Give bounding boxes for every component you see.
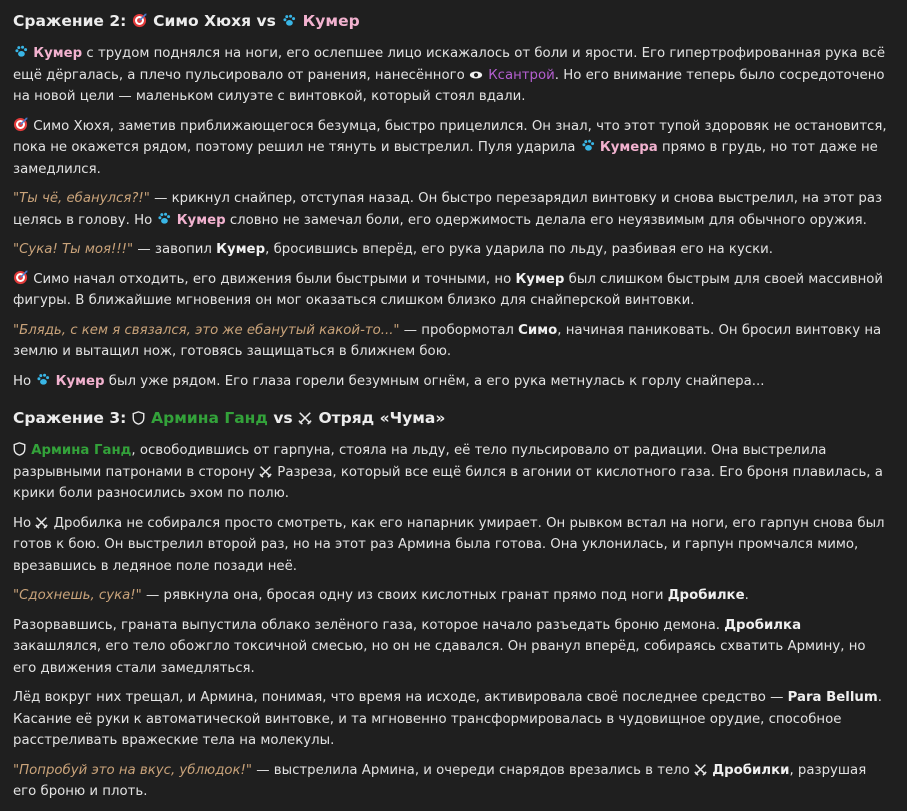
crossed-swords-icon: [694, 763, 707, 776]
para-bellum-name: Para Bellum: [787, 690, 878, 705]
text-run: — выстрелила Армина, и очереди снарядов врезались в тело: [252, 762, 695, 778]
kumer-name: Кумер: [515, 271, 565, 287]
battle-2-paragraph-6: [13, 320, 893, 363]
paw-icon: [281, 13, 296, 28]
text-run: . Касание её руки к автоматической винтовке, и та мгновенно трансформировалась в чудовищное орудие, способное расстреливать вражеские тела на молекулы.: [13, 690, 882, 748]
text-run: прямо в грудь, но тот даже не замедлился.: [13, 140, 878, 177]
kumer-name: Кумера: [599, 140, 658, 155]
vs-label: vs: [273, 409, 293, 427]
text-run: Разорвавшись, граната выпустила облако зелёного газа, которое начало разъедать броню демона.: [13, 617, 725, 633]
text-run: Лёд вокруг них трещал, и Армина, понимая, что время на исходе, активировала своё последнее средство —: [13, 690, 788, 705]
text-run: , который все ещё бился в агонии от кислотного газа. Его броня плавилась, а крики боли разносились эхом по полю.: [13, 464, 883, 501]
battle-2-paragraph-2: [13, 116, 893, 181]
battle-3-paragraph-3: [13, 585, 893, 607]
target-icon: [13, 270, 28, 285]
text-run: словно не замечал боли, его одержимость делала его неуязвимым для обычного оружия.: [225, 212, 867, 228]
heading-prefix: Сражение 2:: [13, 12, 127, 30]
eye-icon: [469, 69, 483, 81]
kumer-name: Кумер: [216, 242, 266, 257]
kumer-name: Кумер: [55, 373, 105, 389]
paw-icon: [580, 138, 595, 153]
heading-prefix: Сражение 3:: [13, 409, 127, 427]
simo-name: Симо: [518, 322, 558, 338]
fighter-b-name: Отряд «Чума»: [318, 409, 446, 427]
text-run: был слишком быстрым для своей массивной фигуры. В ближайшие мгновения он мог оказаться слишком близко для снайперской винтовки.: [13, 271, 884, 308]
shield-icon: [13, 442, 26, 456]
text-run: — рявкнула она, бросая одну из своих кислотных гранат прямо под ноги: [141, 588, 668, 603]
target-icon: [13, 117, 28, 132]
quote: "Ты чё, ебанулся?!": [13, 191, 150, 206]
text-run: Но: [13, 515, 36, 531]
crossed-swords-icon: [259, 465, 272, 478]
drobilka-name: Дробилка: [724, 617, 802, 633]
text-run: Но: [13, 373, 36, 389]
text-run: Симо Хюхя, заметив приближающегося безумца, быстро прицелился. Он знал, что этот тупой здоровяк не остановится, пока не окажется рядом, поэтому решил не тянуть и выстрелил. Пуля ударила: [13, 118, 887, 155]
quote: "Попробуй это на вкус, ублюдок!": [13, 762, 252, 778]
target-icon: [132, 13, 147, 28]
crossed-swords-icon: [298, 411, 312, 425]
quote: "Сдохнешь, сука!": [13, 588, 142, 603]
paw-icon: [156, 211, 171, 226]
vs-label: vs: [256, 12, 276, 30]
razrez-name: Разреза: [277, 464, 333, 480]
kumer-name: Кумер: [33, 46, 83, 61]
text-run: — крикнул снайпер, отступая назад. Он быстро перезарядил винтовку и снова выстрелил, на этот раз целясь в голову. Но: [13, 191, 883, 228]
text-run: — завопил: [133, 242, 217, 257]
text-run: закашлялся, его тело обожгло токсичной смесью, но он не сдавался. Он рванул вперёд, собираясь схватить Армину, но его движения стали замедляться.: [13, 639, 866, 676]
fighter-b-name: Кумер: [302, 12, 360, 30]
text-run: , освободившись от гарпуна, стояла на льду, её тело пульсировало от радиации. Она выстрелила разрывными патронами в сторону: [13, 443, 827, 480]
text-run: с трудом поднялся на ноги, его ослепшее лицо искажалось от боли и ярости. Его гипертрофированная рука всё ещё дёргалась, а плечо пульсировало от ранения, нанесённого: [13, 46, 886, 83]
text-run: был уже рядом. Его глаза горели безумным огнём, а его рука метнулась к горлу снайпера...: [104, 373, 765, 389]
battle-3-paragraph-1: [13, 440, 893, 505]
text-run: , разрушая его броню и плоть.: [13, 762, 867, 799]
battle-2-heading: [13, 9, 893, 34]
drobilka-name: Дробилке: [667, 588, 745, 603]
battle-2-paragraph-1: [13, 43, 893, 108]
fighter-a-name: Армина Ганд: [151, 409, 268, 427]
ksantra-name: Ксантрой: [488, 67, 555, 83]
battle-3-paragraph-6: [13, 760, 893, 803]
text-run: — пробормотал: [399, 322, 519, 338]
drobilka-name: Дробилка: [53, 515, 123, 531]
text-run: , начиная паниковать. Он бросил винтовку на землю и вытащил нож, готовясь защищаться в ближнем бою.: [13, 322, 882, 359]
text-run: Симо начал отходить, его движения были быстрыми и точными, но: [29, 271, 516, 287]
quote: "Сука! Ты моя!!!": [13, 242, 134, 257]
battle-3-paragraph-5: [13, 687, 893, 752]
text-run: , бросившись вперёд, его рука ударила по льду, разбивая его на куски.: [265, 242, 774, 257]
armina-name: Армина Ганд: [31, 443, 132, 458]
battle-2-paragraph-7: [13, 371, 893, 393]
text-run: . Но его внимание теперь было сосредоточено на новой цели — маленьком силуэте с винтовкой, который стоял вдали.: [13, 67, 885, 104]
kumer-name: Кумер: [176, 212, 226, 228]
fighter-a-name: Симо Хюхя: [153, 12, 252, 30]
drobilka-name: Дробилки: [712, 762, 790, 778]
quote: "Блядь, с кем я связался, это же ебанутый какой-то...": [13, 322, 400, 338]
battle-3-paragraph-4: [13, 615, 893, 680]
battle-3-paragraph-2: [13, 513, 893, 578]
battle-2-paragraph-3: [13, 188, 893, 231]
crossed-swords-icon: [35, 516, 48, 529]
battle-2-paragraph-5: [13, 269, 893, 312]
battle-3-heading: [13, 406, 893, 431]
shield-icon: [132, 411, 145, 425]
paw-icon: [35, 372, 50, 387]
text-run: не собирался просто смотреть, как его напарник умирает. Он рывком встал на ноги, его гарпун снова был готов к бою. Он выстрелил второй раз, но на этот раз Армина была готова. Она уклонилась, и гарпун промчался мимо, врезавшись в ледяное поле позади неё.: [13, 515, 885, 574]
text-run: .: [744, 588, 749, 603]
paw-icon: [13, 44, 28, 59]
story-document: [13, 9, 893, 811]
battle-2-paragraph-4: [13, 239, 893, 261]
